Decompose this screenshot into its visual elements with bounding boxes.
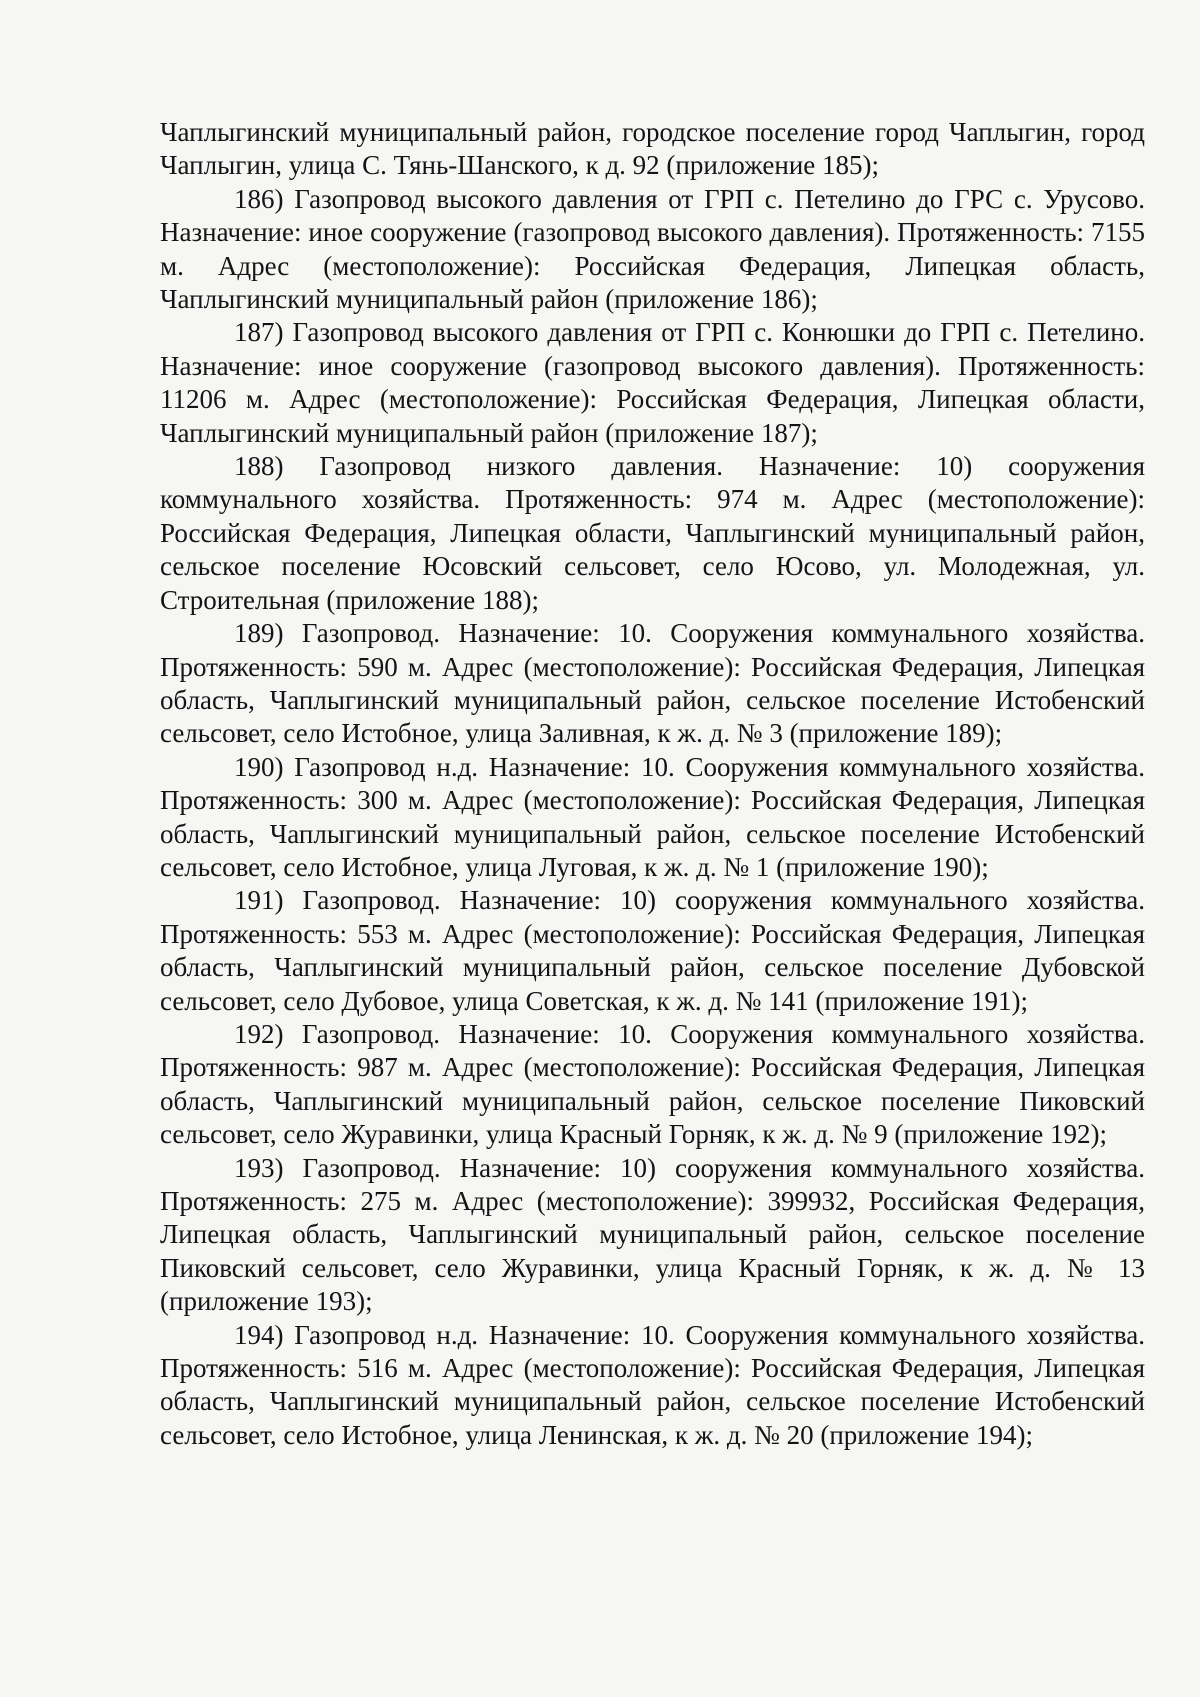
list-item-189: 189) Газопровод. Назначение: 10. Сооружения коммунального хозяйства. Протяженность: 590 м. Адрес (местоположение): Российская Федерация, Липецкая область, Чаплыгинский муниципальный район, сельское поселение Истобенский сельсовет, село Истобное, улица Заливная, к ж. д. № 3 (приложение 189);: [160, 618, 1145, 749]
list-item-188: 188) Газопровод низкого давления. Назначение: 10) сооружения коммунального хозяйства. Протяженность: 974 м. Адрес (местоположение): Российская Федерация, Липецкая области, Чаплыгинский муниципальный район, сельское поселение Юсовский сельсовет, село Юсово, ул. Молодежная, ул. Строительная (приложение 188);: [160, 451, 1145, 615]
list-item-194: 194) Газопровод н.д. Назначение: 10. Сооружения коммунального хозяйства. Протяженность: 516 м. Адрес (местоположение): Российская Федерация, Липецкая область, Чаплыгинский муниципальный район, сельское поселение Истобенский сельсовет, село Истобное, улица Ленинская, к ж. д. № 20 (приложение 194);: [160, 1319, 1145, 1450]
document-body: [160, 116, 1145, 1452]
list-item-190: 190) Газопровод н.д. Назначение: 10. Сооружения коммунального хозяйства. Протяженность: 300 м. Адрес (местоположение): Российская Федерация, Липецкая область, Чаплыгинский муниципальный район, сельское поселение Истобенский сельсовет, село Истобное, улица Луговая, к ж. д. № 1 (приложение 190);: [160, 751, 1145, 882]
list-item-192: 192) Газопровод. Назначение: 10. Сооружения коммунального хозяйства. Протяженность: 987 м. Адрес (местоположение): Российская Федерация, Липецкая область, Чаплыгинский муниципальный район, сельское поселение Пиковский сельсовет, село Журавинки, улица Красный Горняк, к ж. д. № 9 (приложение 192);: [160, 1018, 1145, 1150]
list-item-187: 187) Газопровод высокого давления от ГРП с. Конюшки до ГРП с. Петелино. Назначение: иное сооружение (газопровод высокого давления). Протяженность: 11206 м. Адрес (местоположение): Российская Федерация, Липецкая области, Чаплыгинский муниципальный район (приложение 187);: [160, 317, 1145, 448]
list-item-186: 186) Газопровод высокого давления от ГРП с. Петелино до ГРС с. Урусово. Назначение: иное сооружение (газопровод высокого давления). Протяженность: 7155 м. Адрес (местоположение): Российская Федерация, Липецкая область, Чаплыгинский муниципальный район (приложение 186);: [160, 183, 1145, 315]
list-item-191: 191) Газопровод. Назначение: 10) сооружения коммунального хозяйства. Протяженность: 553 м. Адрес (местоположение): Российская Федерация, Липецкая область, Чаплыгинский муниципальный район, сельское поселение Дубовской сельсовет, село Дубовое, улица Советская, к ж. д. № 141 (приложение 191);: [160, 885, 1145, 1016]
paragraph-continuation: Чаплыгинский муниципальный район, городское поселение город Чаплыгин, город Чаплыгин, улица С. Тянь-Шанского, к д. 92 (приложение 185);: [160, 117, 1145, 181]
list-item-193: 193) Газопровод. Назначение: 10) сооружения коммунального хозяйства. Протяженность: 275 м. Адрес (местоположение): 399932, Российская Федерация, Липецкая область, Чаплыгинский муниципальный район, сельское поселение Пиковский сельсовет, село Журавинки, улица Красный Горняк, к ж. д. № 13 (приложение 193);: [160, 1152, 1145, 1317]
